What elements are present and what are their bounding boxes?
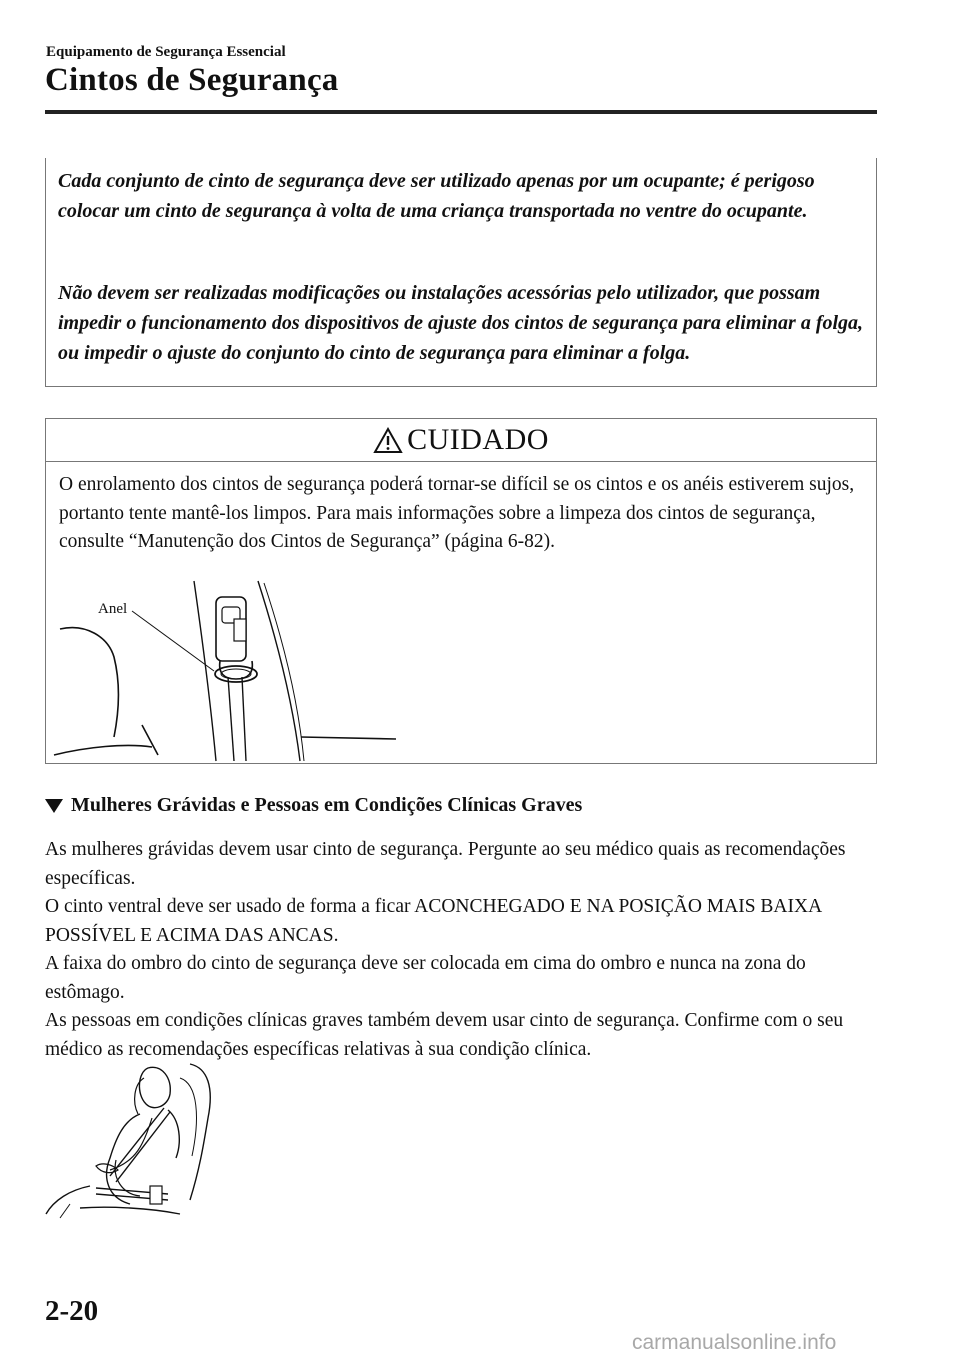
warning-triangle-icon (373, 427, 403, 454)
body-paragraph: A faixa do ombro do cinto de segurança deve ser colocada em cima do ombro e nunca na zona do estômago. (45, 953, 806, 1003)
body-paragraph: As mulheres grávidas devem usar cinto de segurança. Pergunte ao seu médico quais as recomendações específicas. (45, 839, 846, 889)
caution-title: CUIDADO (407, 423, 549, 456)
watermark: carmanualsonline.info (632, 1331, 837, 1354)
page-title: Cintos de Segurança (45, 62, 339, 98)
caution-header (46, 419, 876, 462)
pregnant-section-heading (45, 794, 582, 817)
pregnant-section-body (45, 836, 875, 1064)
warning-box (45, 158, 877, 387)
warning-paragraph-2: Não devem ser realizadas modificações ou instalações acessórias pelo utilizador, que possam impedir o funcionamento dos dispositivos de ajuste dos cintos de segurança para eliminar a folga, ou impedir o ajuste do conjunto do cinto de segurança para eliminar a folga. (58, 282, 864, 364)
page-number: 2-20 (45, 1295, 99, 1327)
triangle-bullet-icon (45, 799, 63, 813)
body-paragraph: O cinto ventral deve ser usado de forma a ficar ACONCHEGADO E NA POSIÇÃO MAIS BAIXA POSSÍVEL E ACIMA DAS ANCAS. (45, 896, 822, 946)
section-label: Equipamento de Segurança Essencial (46, 44, 286, 60)
body-paragraph: As pessoas em condições clínicas graves também devem usar cinto de segurança. Confirme com o seu médico as recomendações específicas relativas à sua condição clínica. (45, 1010, 844, 1060)
pregnant-woman-seatbelt-illustration (40, 1058, 220, 1220)
caution-box (45, 418, 877, 764)
caution-text: O enrolamento dos cintos de segurança poderá tornar-se difícil se os cintos e os anéis estiverem sujos, portanto tente mantê-los limpos. Para mais informações sobre a limpeza dos cintos de segurança, consulte “Manutenção dos Cintos de Segurança” (página 6-82). (59, 474, 855, 552)
warning-paragraph-1: Cada conjunto de cinto de segurança deve ser utilizado apenas por um ocupante; é perigoso colocar um cinto de segurança à volta de uma criança transportada no ventre do ocupante. (58, 170, 815, 222)
title-divider (45, 110, 877, 114)
ring-label: Anel (98, 601, 128, 617)
pregnant-section-title: Mulheres Grávidas e Pessoas em Condições Clínicas Graves (71, 794, 583, 816)
